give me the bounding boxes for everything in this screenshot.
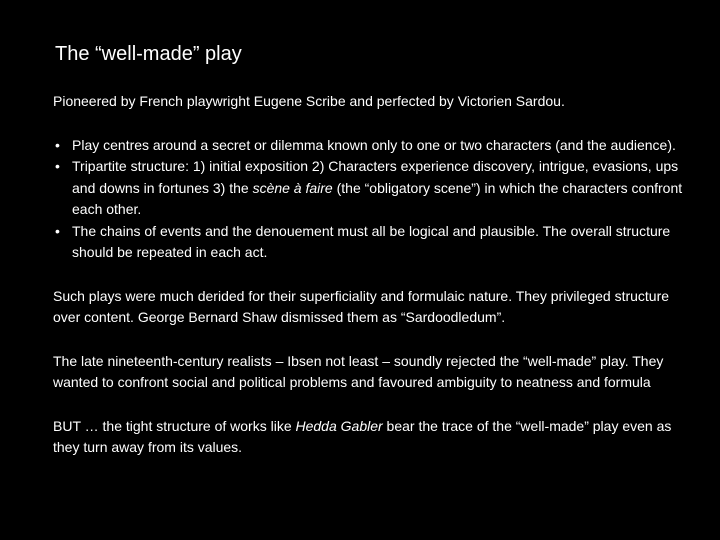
slide-body [53,91,693,459]
paragraph-derided: Such plays were much derided for their superficiality and formulaic nature. They privileged structure over content. George Bernard Shaw dismissed them as “Sardoodledum”. [53,287,670,325]
conclusion-text: bear the trace of the “well-made” play even as they turn away from its values. [53,417,672,455]
paragraph-realists: The late nineteenth-century realists – Ibsen not least – soundly rejected the “well-made” play. They wanted to confront social and political problems and favoured ambiguity to neatness and formula [53,352,664,390]
slide-title: The “well-made” play [55,43,242,65]
bullet-text: Tripartite structure: 1) initial exposition 2) Characters experience discovery, intrigue, evasions, ups and downs in fortunes 3) the [72,158,679,196]
paragraph-conclusion [53,416,693,459]
bullet-item-structure [53,156,693,221]
bullet-item-logic [53,221,693,264]
intro-paragraph: Pioneered by French playwright Eugene Scribe and perfected by Victorien Sardou. [53,93,565,109]
bullet-item-secret [53,135,693,157]
conclusion-emphasis: Hedda Gabler [295,417,383,434]
conclusion-text: BUT … the tight structure of works like [53,417,296,434]
bullet-text: The chains of events and the denouement must all be logical and plausible. The overall structure should be repeated in each act. [72,222,671,260]
bullet-list [53,135,693,264]
bullet-emphasis: scène à faire [252,179,333,196]
bullet-text: (the “obligatory scene”) in which the characters confront each other. [72,179,683,217]
bullet-text: Play centres around a secret or dilemma known only to one or two characters (and the audience). [72,136,676,153]
